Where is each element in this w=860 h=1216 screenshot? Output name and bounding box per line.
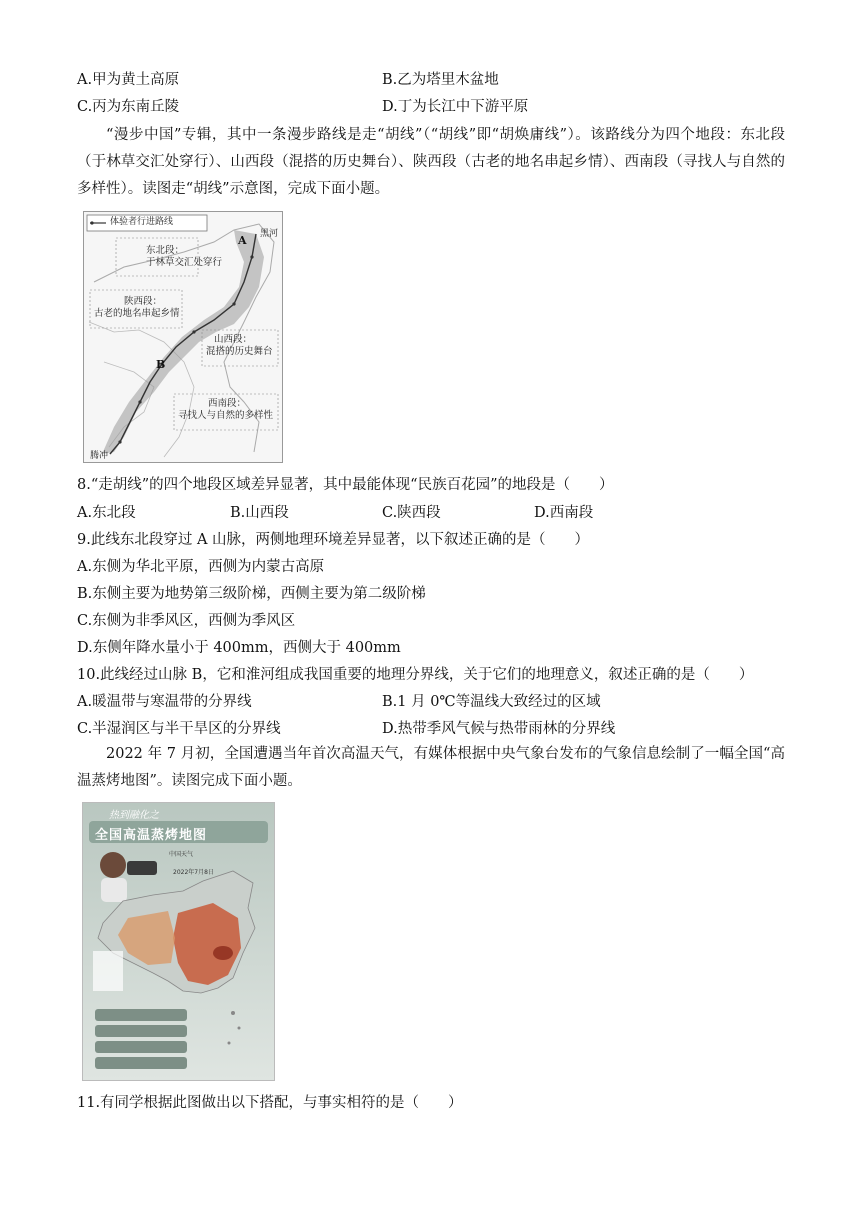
shanxi-segment-subtitle: 混搭的历史舞台: [206, 346, 273, 357]
map-date: 2022年7月8日: [173, 869, 214, 876]
heihe-label: 黑河: [260, 229, 279, 239]
southwest-segment-title: 西南段：: [208, 398, 247, 409]
hu-line-legend: 体验者行进路线: [110, 217, 174, 227]
q9-option-c: C.东侧为非季风区，西侧为季风区: [77, 613, 296, 629]
tengchong-label: 腾冲: [90, 451, 109, 461]
q8-option-a: A.东北段: [77, 505, 136, 521]
intro-hu-line: “漫步中国”专辑，其中一条漫步路线是走“胡线”（“胡线”即“胡焕庸线”）。该路线分为四个地段：东北段（于林草交汇处穿行）、山西段（混搭的历史舞台）、陕西段（古老的地名串起乡情）、西南段（寻找人与自然的多样性）。读图走“胡线”示意图，完成下面小题。: [77, 127, 785, 197]
q9-option-a: A.东侧为华北平原，西侧为内蒙古高原: [77, 559, 325, 575]
q8-option-c: C.陕西段: [382, 505, 441, 521]
q10-option-a: A.暖温带与寒温带的分界线: [77, 694, 252, 710]
heatwave-map-graphic: [83, 803, 274, 1080]
q9-option-d: D.东侧年降水量小于 400mm，西侧大于 400mm: [77, 640, 401, 656]
hu-line-map: [83, 211, 283, 463]
shaanxi-segment-subtitle: 古老的地名串起乡情: [94, 308, 180, 319]
q8-option-b: B.山西段: [230, 505, 289, 521]
northeast-segment-title: 东北段：: [146, 245, 185, 256]
q11-stem: 11.有同学根据此图做出以下搭配，与事实相符的是（ ）: [77, 1095, 463, 1111]
q8-stem: 8.“走胡线”的四个地段区域差异显著，其中最能体现“民族百花园”的地段是（ ）: [77, 477, 614, 493]
northeast-segment-label: [146, 245, 222, 269]
q7-option-a: A.甲为黄土高原: [77, 72, 180, 88]
q10-option-c: C.半湿润区与半干旱区的分界线: [77, 721, 281, 737]
q8-option-d: D.西南段: [534, 505, 594, 521]
northeast-segment-subtitle: 于林草交汇处穿行: [146, 257, 223, 268]
q10-stem: 10.此线经过山脉 B，它和淮河组成我国重要的地理分界线，关于它们的地理意义，叙述正确的是（ ）: [77, 667, 754, 683]
shanxi-segment-label: [206, 334, 273, 358]
q10-option-d: D.热带季风气候与热带雨林的分界线: [382, 721, 616, 737]
heatwave-title-main: 全国高温蒸烤地图: [95, 828, 208, 843]
shaanxi-segment-title: 陕西段：: [124, 296, 163, 307]
q9-stem: 9.此线东北段穿过 A 山脉，两侧地理环境差异显著，以下叙述正确的是（ ）: [77, 532, 590, 548]
southwest-segment-subtitle: 寻找人与自然的多样性: [178, 410, 274, 421]
heatwave-title-top: 热到融化之: [109, 810, 159, 821]
intro-heatwave: 2022 年 7 月初，全国遭遇当年首次高温天气，有媒体根据中央气象台发布的气象信息绘制了一幅全国“高温蒸烤地图”。读图完成下面小题。: [77, 746, 785, 789]
q9-option-b: B.东侧主要为地势第三级阶梯，西侧主要为第二级阶梯: [77, 586, 426, 602]
shaanxi-segment-label: [94, 296, 180, 320]
mountain-a-marker: A: [238, 234, 247, 247]
heatwave-map: [82, 802, 275, 1081]
q7-option-b: B.乙为塔里木盆地: [382, 72, 499, 88]
mountain-b-marker: B: [156, 358, 166, 371]
shanxi-segment-title: 山西段：: [214, 334, 253, 345]
q7-option-c: C.丙为东南丘陵: [77, 99, 180, 115]
q10-option-b: B.1 月 0℃等温线大致经过的区域: [382, 694, 601, 710]
brand-label: 中国天气: [169, 851, 194, 858]
southwest-segment-label: [178, 398, 273, 422]
q7-option-d: D.丁为长江中下游平原: [382, 99, 529, 115]
